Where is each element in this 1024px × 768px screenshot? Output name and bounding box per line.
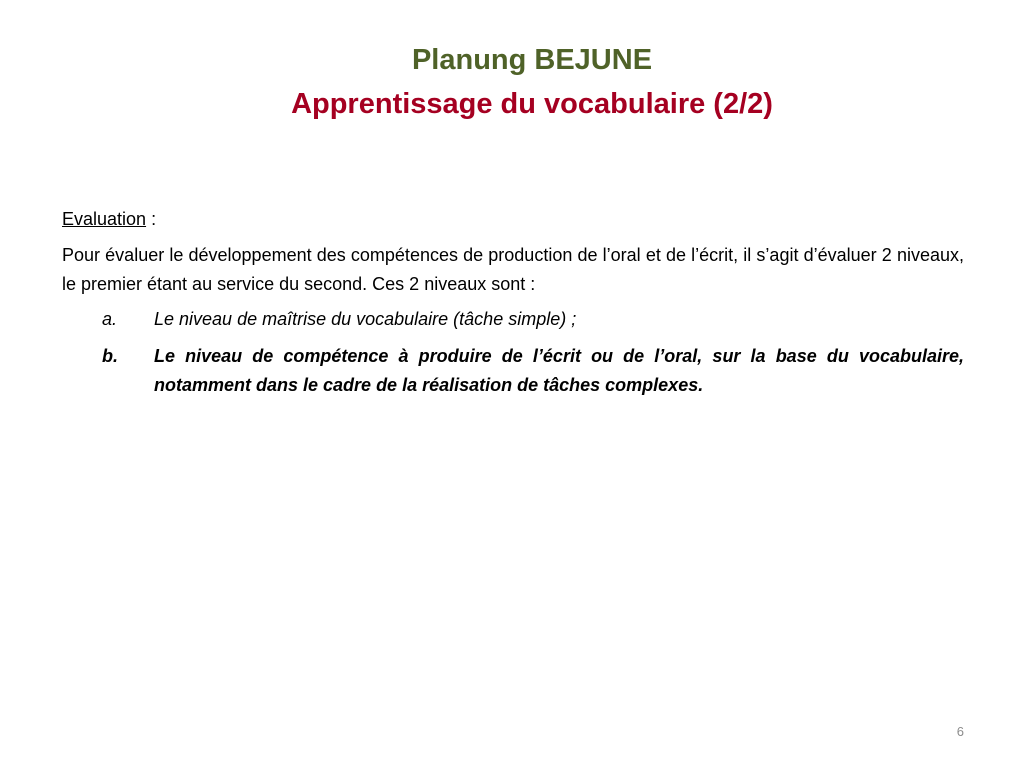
list-item-text: Le niveau de compétence à produire de l’écrit ou de l’oral, sur la base du vocabulaire, notamment dans le cadre de la réalisation de tâches complexes. <box>154 346 964 395</box>
section-heading <box>62 205 964 234</box>
slide-body <box>62 205 964 408</box>
list-item-marker: a. <box>102 309 118 329</box>
intro-paragraph: Pour évaluer le développement des compétences de production de l’oral et de l’écrit, il s’agit d’évaluer 2 niveaux, le premier étant au service du second. Ces 2 niveaux sont : <box>62 245 964 294</box>
section-heading-suffix: : <box>146 209 157 229</box>
levels-list <box>62 305 964 400</box>
list-item <box>62 342 964 400</box>
page-number: 6 <box>956 724 964 739</box>
list-item <box>62 305 964 334</box>
list-item-text: Le niveau de maîtrise du vocabulaire (tâche simple) ; <box>154 309 577 329</box>
slide-title: Planung BEJUNE <box>411 44 653 76</box>
slide-subtitle: Apprentissage du vocabulaire (2/2) <box>291 88 773 120</box>
list-item-marker: b. <box>102 346 118 366</box>
title-block <box>0 38 1024 126</box>
section-heading-label: Evaluation <box>62 209 147 229</box>
